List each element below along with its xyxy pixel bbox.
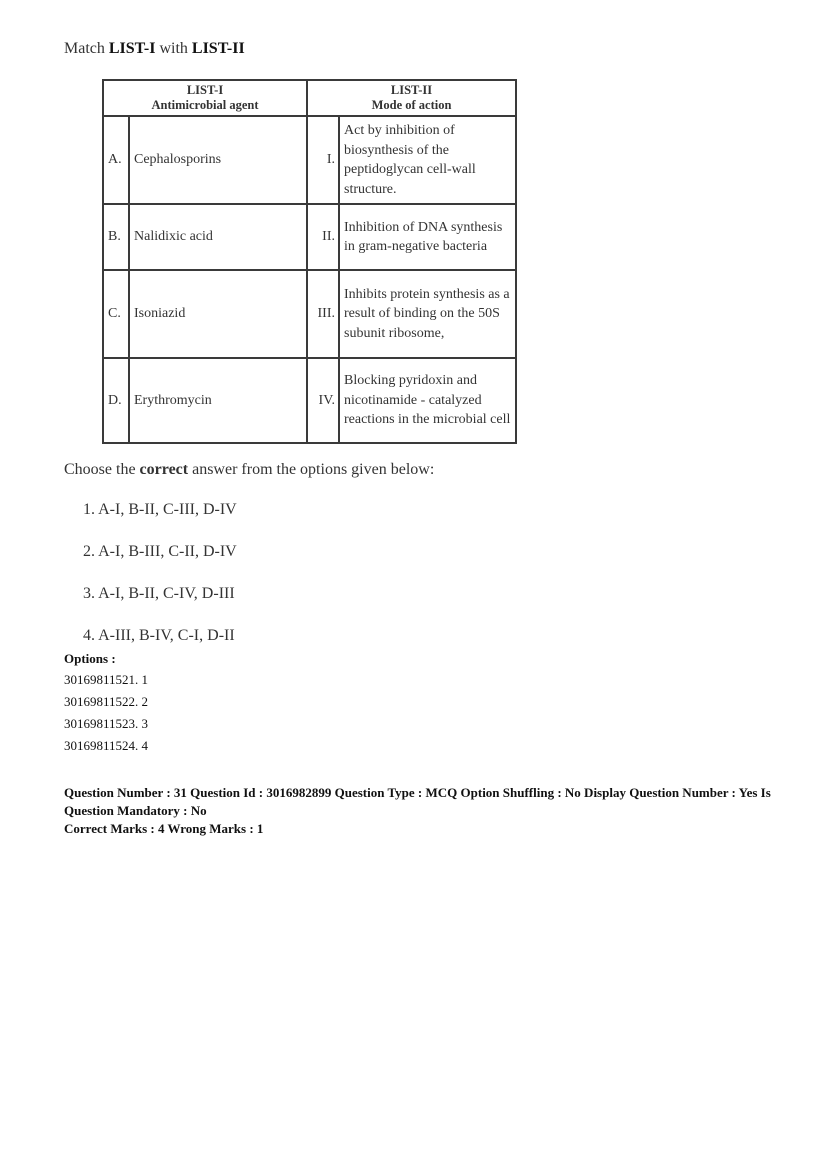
choose-pre: Choose the <box>64 461 136 478</box>
table-row <box>103 116 516 204</box>
row-agent: Cephalosporins <box>129 116 307 204</box>
question-title <box>64 40 245 58</box>
list1-header-sub: Antimicrobial agent <box>151 98 259 112</box>
options-label: Options : <box>64 651 116 666</box>
answer-option-3: 3. A-I, B-II, C-IV, D-III <box>83 585 235 602</box>
answer-option-4: 4. A-III, B-IV, C-I, D-II <box>83 627 235 644</box>
row-agent: Nalidixic acid <box>129 204 307 270</box>
table-row <box>103 270 516 358</box>
list2-header <box>307 80 516 116</box>
list1-header-title: LIST-I <box>186 83 224 97</box>
row-letter: C. <box>103 270 129 358</box>
row-action: Inhibits protein synthesis as a result of binding on the 50S subunit ribosome, <box>339 270 516 358</box>
row-numeral: II. <box>307 204 339 270</box>
row-letter: B. <box>103 204 129 270</box>
option-id-1: 30169811521. 1 <box>64 672 149 687</box>
row-agent: Erythromycin <box>129 358 307 443</box>
choose-bold: correct <box>139 461 189 478</box>
row-numeral: III. <box>307 270 339 358</box>
list2-header-title: LIST-II <box>390 83 433 97</box>
row-action: Blocking pyridoxin and nicotinamide - catalyzed reactions in the microbial cell <box>339 358 516 443</box>
choose-post: answer from the options given below: <box>192 461 435 478</box>
question-with: with <box>159 40 188 57</box>
row-agent: Isoniazid <box>129 270 307 358</box>
answer-option-2: 2. A-I, B-III, C-II, D-IV <box>83 543 237 560</box>
row-action: Inhibition of DNA synthesis in gram-negative bacteria <box>339 204 516 270</box>
question-intro: Match <box>64 40 105 57</box>
answer-option-1: 1. A-I, B-II, C-III, D-IV <box>83 501 237 518</box>
match-table <box>102 79 517 444</box>
list1-header <box>103 80 307 116</box>
option-id-3: 30169811523. 3 <box>64 716 149 731</box>
list2-ref: LIST-II <box>191 40 245 57</box>
row-letter: A. <box>103 116 129 204</box>
list2-header-sub: Mode of action <box>371 98 452 112</box>
row-action: Act by inhibition of biosynthesis of the peptidoglycan cell-wall structure. <box>339 116 516 204</box>
option-id-4: 30169811524. 4 <box>64 738 149 753</box>
row-numeral: I. <box>307 116 339 204</box>
choose-instruction <box>64 461 434 479</box>
list1-ref: LIST-I <box>108 40 156 57</box>
row-letter: D. <box>103 358 129 443</box>
option-id-2: 30169811522. 2 <box>64 694 149 709</box>
question-meta-line2: Correct Marks : 4 Wrong Marks : 1 <box>64 821 264 836</box>
question-meta <box>64 784 774 838</box>
table-row <box>103 358 516 443</box>
row-numeral: IV. <box>307 358 339 443</box>
question-meta-line1: Question Number : 31 Question Id : 3016982899 Question Type : MCQ Option Shuffling : No Display Question Number : Yes Is Question Mandatory : No <box>64 785 771 818</box>
table-row <box>103 204 516 270</box>
